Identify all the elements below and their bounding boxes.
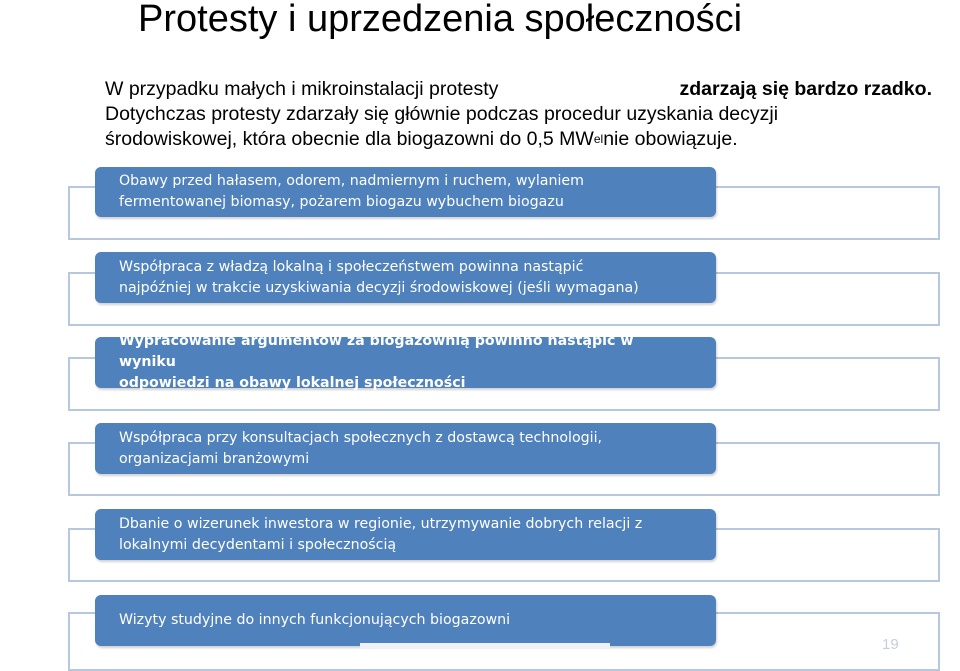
step-text xyxy=(119,428,602,470)
step-text xyxy=(119,610,510,631)
step-text xyxy=(119,331,692,394)
intro-paragraph xyxy=(105,77,932,152)
step-text-line-1: Dbanie o wizerunek inwestora w regionie, utrzymywanie dobrych relacji z xyxy=(119,515,643,532)
intro-line-2 xyxy=(105,102,932,127)
step-text xyxy=(119,257,639,299)
step-text-line-1: Wizyty studyjne do innych funkcjonujących biogazowni xyxy=(119,612,511,628)
step-text-line-1: Obawy przed hałasem, odorem, nadmiernym i ruchem, wylaniem xyxy=(119,173,584,189)
intro-line-3-pre: środowiskowej, która obecnie dla biogazowni do 0,5 MW xyxy=(105,128,594,150)
step-box xyxy=(95,423,716,474)
step-text-line-2: fermentowanej biomasy, pożarem biogazu wybuchem biogazu xyxy=(119,194,564,210)
step-text-line-1: Współpraca z władzą lokalną i społeczeństwem powinna nastąpić xyxy=(119,258,584,275)
intro-line-1 xyxy=(105,77,932,102)
step-box xyxy=(95,509,716,560)
intro-line-3-post: nie obowiązuje. xyxy=(603,128,738,150)
intro-line-1-bold: zdarzają się bardzo rzadko. xyxy=(679,78,932,100)
intro-line-2-text: Dotychczas protesty zdarzały się głównie podczas procedur uzyskania decyzji xyxy=(105,103,779,125)
slide-title: Protesty i uprzedzenia społeczności xyxy=(138,0,743,40)
step-box xyxy=(95,333,716,391)
step-text-line-2: najpóźniej w trakcie uzyskiwania decyzji środowiskowej (jeśli wymagana) xyxy=(119,279,639,296)
step-box xyxy=(95,595,716,646)
footer-bar xyxy=(360,643,610,649)
step-text-line-1: Współpraca przy konsultacjach społecznych z dostawcą technologii, xyxy=(119,429,603,446)
step-text-line-2: organizacjami branżowymi xyxy=(119,450,310,467)
slide-number: 19 xyxy=(882,636,899,653)
step-text-line-2: lokalnymi decydentami i społecznością xyxy=(119,536,397,553)
intro-line-3-subscript: el xyxy=(593,132,604,146)
step-text xyxy=(119,171,584,213)
intro-line-1-text: W przypadku małych i mikroinstalacji protesty xyxy=(105,78,499,100)
step-text-line-2: odpowiedzi na obawy lokalnej społeczności xyxy=(119,375,466,391)
intro-line-3 xyxy=(105,127,932,152)
step-text xyxy=(119,514,642,556)
step-text-line-1: Wypracowanie argumentów za biogazownią powinno nastąpić w wyniku xyxy=(119,333,634,370)
step-box xyxy=(95,167,716,217)
step-box xyxy=(95,252,716,303)
